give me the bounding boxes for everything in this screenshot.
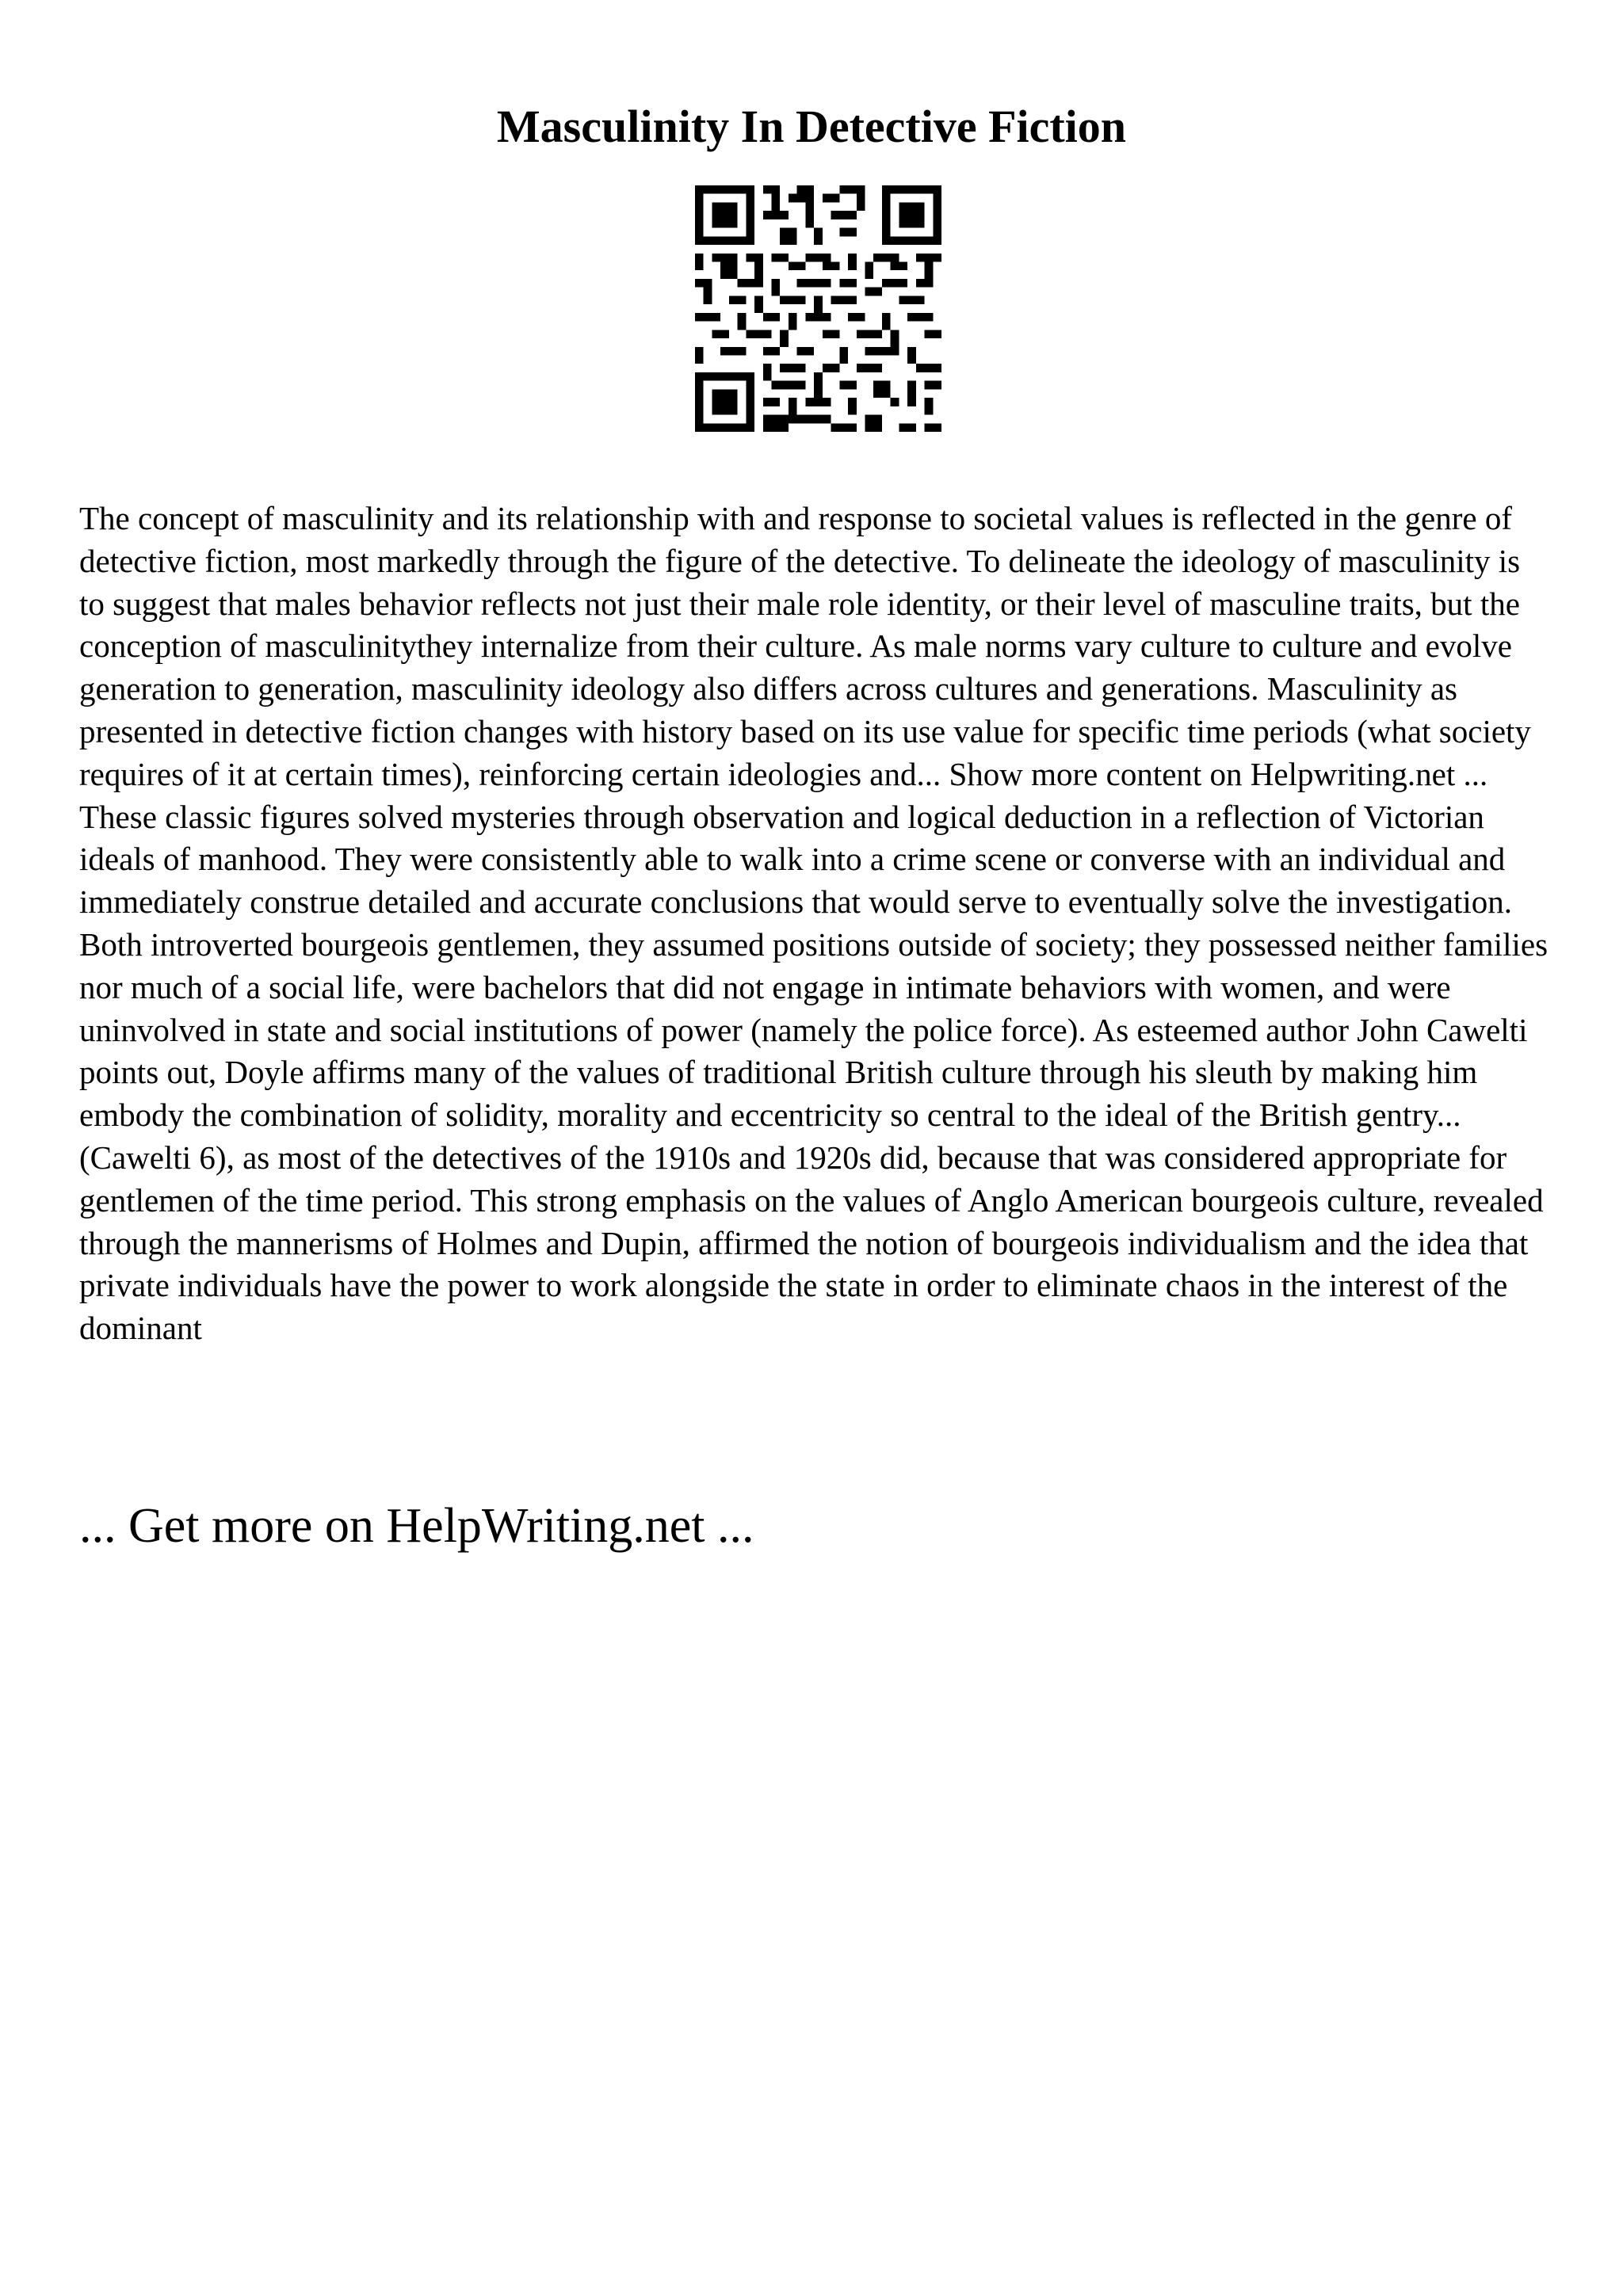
paragraph-1: The concept of masculinity and its relationship with and response to societal values is reflected in the genre of detective fiction, most markedly through the figure of the detective. To delineate the ideology of masculinity is to suggest that males behavior reflects not just their male role identity, or their level of masculine traits, but the conception of masculinitythey internalize from their culture. As male norms vary culture to culture and evolve generation to generation, masculinity ideology also differs across cultures and generations. Masculinity as presented in detective fiction changes with history based on its use value for specific time periods (what society requires of it at certain times), reinforcing certain ideologies and... Show more content on Helpwriting.net ... [79, 500, 1531, 792]
paragraph-2: These classic figures solved mysteries through observation and logical deduction in a reflection of Victorian ideals of manhood. They were consistently able to walk into a crime scene or converse with an individual and immediately construe detailed and accurate conclusions that would serve to eventually solve the investigation. Both introverted bourgeois gentlemen, they assumed positions outside of society; they possessed neither families nor much of a social life, were bachelors that did not engage in intimate behaviors with women, and were uninvolved in state and social institutions of power (namely the police force). As esteemed author John Cawelti points out, Doyle affirms many of the values of traditional British culture through his sleuth by making him embody the combination of solidity, morality and eccentricity so central to the ideal of the British gentry... (Cawelti 6), as most of the detectives of the 1910s and 1920s did, because that was considered appropriate for gentlemen of the time period. This strong emphasis on the values of Anglo American bourgeois culture, revealed through the mannerisms of Holmes and Dupin, affirmed the notion of bourgeois individualism and the idea that private individuals have the power to work alongside the state in order to eliminate chaos in the interest of the dominant [79, 798, 1549, 1347]
document-body [79, 498, 1553, 1350]
qr-code-icon [695, 185, 941, 432]
document-title: Masculinity In Detective Fiction [496, 101, 1127, 152]
get-more-link[interactable]: ... Get more on HelpWriting.net ... [79, 1499, 754, 1553]
